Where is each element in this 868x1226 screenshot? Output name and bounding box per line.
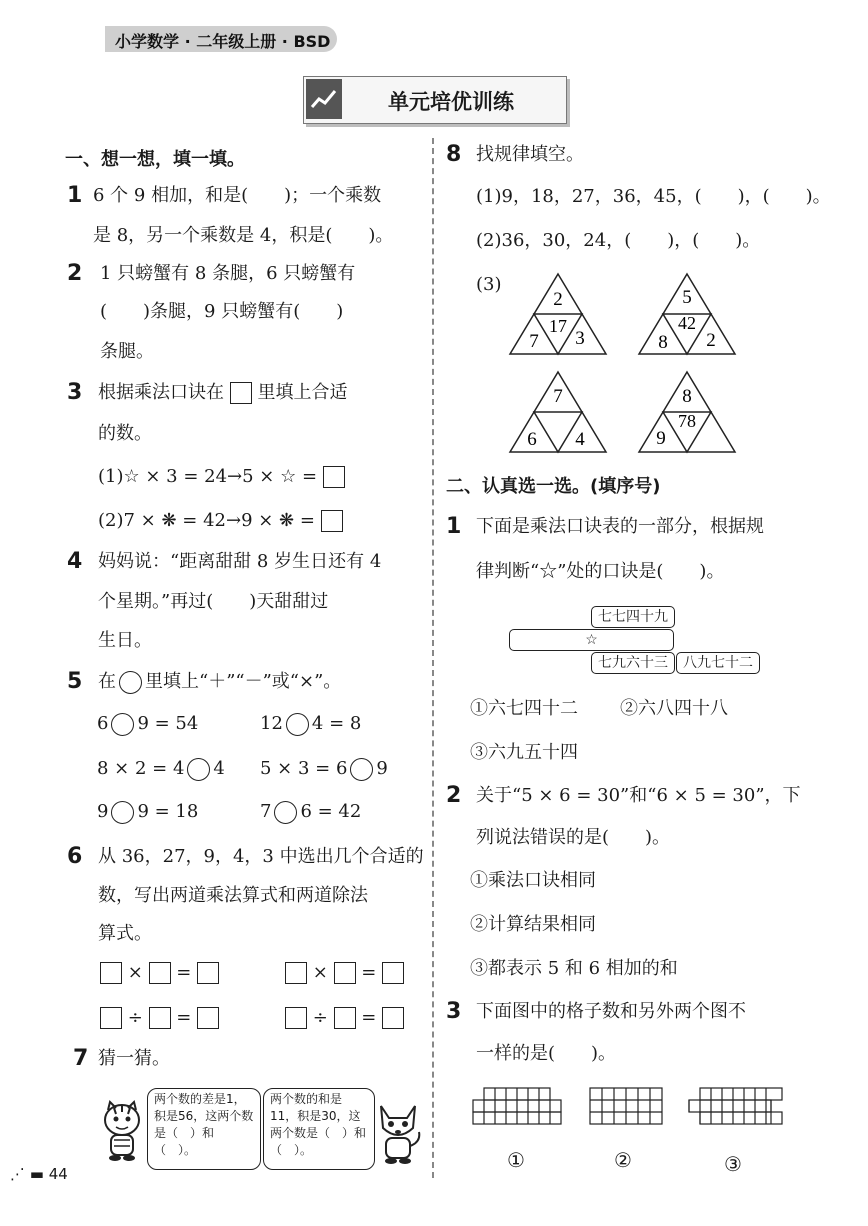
q5-item: 5 × 3 = 6 9 bbox=[260, 758, 388, 779]
answer-square[interactable] bbox=[197, 962, 219, 984]
q8-line1: 找规律填空。 bbox=[476, 144, 584, 165]
q5-item: 7 6 = 42 bbox=[260, 801, 362, 822]
answer-square[interactable] bbox=[382, 962, 404, 984]
answer-circle[interactable] bbox=[274, 801, 297, 824]
answer-square[interactable] bbox=[100, 1007, 122, 1029]
c3-line1: 下面图中的格子数和另外两个图不 bbox=[476, 1001, 746, 1022]
q2-line1: 1 只螃蟹有 8 条腿，6 只螃蟹有 bbox=[100, 263, 356, 284]
c1-line1: 下面是乘法口诀表的一部分，根据规 bbox=[476, 516, 764, 537]
speech-bubble-2: 两个数的和是11，积是30，这两个数是（ ）和（ ）。 bbox=[263, 1088, 375, 1170]
q1-number: 1 bbox=[67, 183, 83, 208]
answer-square[interactable] bbox=[334, 1007, 356, 1029]
fox-character-icon bbox=[373, 1102, 423, 1166]
q8-number: 8 bbox=[446, 142, 462, 167]
q4-number: 4 bbox=[67, 549, 83, 574]
figure-label-3[interactable]: ③ bbox=[724, 1152, 742, 1176]
tri-left: 9 bbox=[656, 428, 666, 449]
q6-line3: 算式。 bbox=[98, 923, 152, 944]
c1-option-1[interactable]: ①六七四十二 bbox=[470, 698, 578, 719]
answer-square[interactable] bbox=[100, 962, 122, 984]
grid-figure-1 bbox=[472, 1086, 562, 1126]
tri-top: 2 bbox=[553, 289, 563, 310]
answer-circle[interactable] bbox=[111, 713, 134, 736]
c3-number: 3 bbox=[446, 999, 462, 1024]
speech-bubble-1: 两个数的差是1，积是56，这两个数是（ ）和（ ）。 bbox=[147, 1088, 261, 1170]
tri-top: 5 bbox=[682, 287, 692, 308]
c2-option-3[interactable]: ③都表示 5 和 6 相加的和 bbox=[470, 958, 678, 979]
answer-circle[interactable] bbox=[286, 713, 309, 736]
q3-line1 bbox=[98, 381, 347, 405]
tri-top: 8 bbox=[682, 386, 692, 407]
answer-circle[interactable] bbox=[111, 801, 134, 824]
answer-square[interactable] bbox=[321, 510, 343, 532]
table-cell-77: 七七四十九 bbox=[591, 606, 675, 628]
c3-line2: 一样的是( )。 bbox=[476, 1043, 617, 1064]
q1-line2: 是 8，另一个乘数是 4，积是( )。 bbox=[93, 225, 394, 246]
tri-top: 7 bbox=[553, 386, 563, 407]
chart-icon bbox=[306, 79, 342, 119]
answer-square[interactable] bbox=[323, 466, 345, 488]
tri-right: 4 bbox=[575, 429, 585, 450]
q8-sub1: (1)9，18，27，36，45，( )，( )。 bbox=[476, 186, 831, 207]
q6-number: 6 bbox=[67, 844, 83, 869]
c1-option-2[interactable]: ②六八四十八 bbox=[620, 698, 728, 719]
number-triangle-3 bbox=[508, 370, 608, 454]
q6-line1: 从 36，27，9，4，3 中选出几个合适的 bbox=[98, 846, 424, 867]
q3-sub2: (2)7 × ❋ = 42→9 × ❋ = bbox=[98, 509, 343, 533]
c2-line2: 列说法错误的是( )。 bbox=[476, 827, 671, 848]
q3-number: 3 bbox=[67, 380, 83, 405]
number-triangle-1 bbox=[508, 272, 608, 356]
q4-line3: 生日。 bbox=[98, 630, 152, 651]
q3-line1-a: 根据乘法口诀在 bbox=[98, 382, 224, 403]
table-cell-79: 七九六十三 bbox=[591, 652, 675, 674]
q6-line2: 数，写出两道乘法算式和两道除法 bbox=[98, 885, 368, 906]
unit-title: 单元培优训练 bbox=[388, 90, 514, 114]
q2-line2: ( )条腿，9 只螃蟹有( ) bbox=[100, 301, 344, 322]
answer-circle-sample bbox=[119, 671, 142, 694]
tri-left: 6 bbox=[527, 429, 537, 450]
section2-title: 二、认真选一选。(填序号) bbox=[446, 476, 661, 497]
table-cell-89: 八九七十二 bbox=[676, 652, 760, 674]
q6-div-eq: ÷ = bbox=[100, 1006, 219, 1030]
answer-square[interactable] bbox=[197, 1007, 219, 1029]
tri-mid: 42 bbox=[678, 313, 696, 333]
c1-option-3[interactable]: ③六九五十四 bbox=[470, 742, 578, 763]
c1-line2: 律判断“☆”处的口诀是( )。 bbox=[476, 561, 725, 582]
book-header bbox=[105, 26, 337, 52]
q5-line1: 在 里填上“＋”“－”或“×”。 bbox=[98, 671, 342, 692]
number-triangle-2 bbox=[637, 272, 737, 356]
grid-figure-3 bbox=[688, 1086, 784, 1126]
q6-mul-eq: × = bbox=[100, 961, 219, 985]
q5-item: 12 4 = 8 bbox=[260, 713, 362, 734]
q3-line1-b: 里填上合适 bbox=[257, 382, 348, 403]
c2-number: 2 bbox=[446, 783, 462, 808]
q2-number: 2 bbox=[67, 261, 83, 286]
table-cell-star: ☆ bbox=[509, 629, 674, 651]
q5-item: 9 9 = 18 bbox=[97, 801, 199, 822]
answer-circle[interactable] bbox=[350, 758, 373, 781]
answer-square[interactable] bbox=[382, 1007, 404, 1029]
q1-line1: 6 个 9 相加，和是( )；一个乘数 bbox=[93, 185, 382, 206]
page-marker-icon: ⋰ ▬ bbox=[10, 1165, 49, 1183]
number-triangle-4 bbox=[637, 370, 737, 454]
q4-line1: 妈妈说：“距离甜甜 8 岁生日还有 4 bbox=[98, 551, 382, 572]
answer-square[interactable] bbox=[334, 962, 356, 984]
page-number: ⋰ ▬ 44 bbox=[10, 1165, 68, 1183]
tri-left: 7 bbox=[529, 331, 539, 352]
q7-line1: 猜一猜。 bbox=[98, 1048, 170, 1069]
c2-option-2[interactable]: ②计算结果相同 bbox=[470, 914, 596, 935]
section1-title: 一、想一想，填一填。 bbox=[65, 149, 245, 170]
book-title: 小学数学 · 二年级上册 · BSD bbox=[115, 32, 331, 51]
tri-right: 3 bbox=[575, 328, 585, 349]
grid-figure-2 bbox=[589, 1086, 665, 1126]
tiger-character-icon bbox=[100, 1100, 144, 1162]
answer-square[interactable] bbox=[285, 1007, 307, 1029]
tri-right: 2 bbox=[706, 330, 716, 351]
q8-sub3: (3) bbox=[476, 274, 502, 295]
q5-item: 6 9 = 54 bbox=[97, 713, 199, 734]
c1-number: 1 bbox=[446, 514, 462, 539]
q8-sub2: (2)36，30，24，( )，( )。 bbox=[476, 230, 761, 251]
answer-square[interactable] bbox=[149, 962, 171, 984]
q6-div-eq: ÷ = bbox=[285, 1006, 404, 1030]
answer-square[interactable] bbox=[285, 962, 307, 984]
column-divider bbox=[432, 138, 434, 1178]
q6-mul-eq: × = bbox=[285, 961, 404, 985]
q2-line3: 条腿。 bbox=[100, 341, 154, 362]
c2-option-1[interactable]: ①乘法口诀相同 bbox=[470, 870, 596, 891]
c2-line1: 关于“5 × 6 = 30”和“6 × 5 = 30”，下 bbox=[476, 785, 801, 806]
answer-square[interactable] bbox=[149, 1007, 171, 1029]
answer-circle[interactable] bbox=[187, 758, 210, 781]
q4-line2: 个星期。”再过( )天甜甜过 bbox=[98, 591, 329, 612]
tri-mid: 78 bbox=[678, 411, 696, 431]
q7-number: 7 bbox=[73, 1046, 89, 1071]
tri-mid: 17 bbox=[549, 316, 567, 336]
q3-sub1: (1)☆ × 3 = 24→5 × ☆ = bbox=[98, 465, 345, 489]
tri-left: 8 bbox=[658, 332, 668, 353]
q3-line2: 的数。 bbox=[98, 423, 152, 444]
figure-label-1[interactable]: ① bbox=[507, 1148, 525, 1172]
figure-label-2[interactable]: ② bbox=[614, 1148, 632, 1172]
q5-number: 5 bbox=[67, 669, 83, 694]
q5-item: 8 × 2 = 4 4 bbox=[97, 758, 225, 779]
answer-square-sample bbox=[230, 382, 252, 404]
